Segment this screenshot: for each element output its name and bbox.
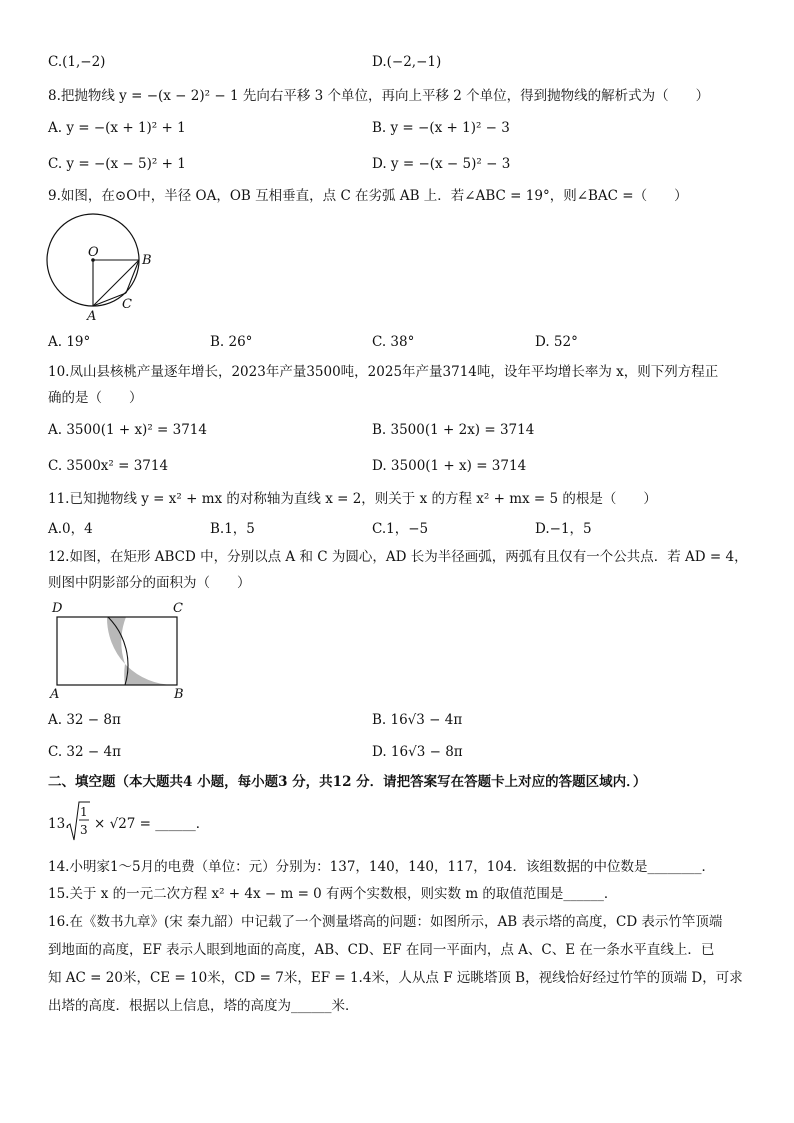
q12-stem-line1: 12.如图，在矩形 ABCD 中，分别以点 A 和 C 为圆心，AD 长为半径画弧，两弧有且仅有一个公共点．若 AD = 4， — [48, 549, 748, 565]
q8-option-b: B. y = −(x + 1)² − 3 — [372, 120, 510, 136]
q10-option-a: A. 3500(1 + x)² = 3714 — [48, 422, 207, 438]
q10-option-d: D. 3500(1 + x) = 3714 — [372, 458, 527, 474]
q10-option-c: C. 3500x² = 3714 — [48, 458, 169, 474]
q7-option-c: C.(1,−2) — [48, 54, 106, 70]
q13-rest: × √27 = ______． — [94, 816, 210, 832]
q7-option-d: D.(−2,−1) — [372, 54, 442, 70]
label-d: D — [52, 601, 63, 616]
q16-line2: 到地面的高度，EF 表示人眼到地面的高度，AB、CD、EF 在同一平面内，点 A、C、E 在一条水平直线上．已 — [48, 942, 715, 958]
denominator-3: 3 — [80, 823, 88, 837]
q12-option-b: B. 16√3 − 4π — [372, 712, 463, 728]
q11-option-b: B.1，5 — [210, 521, 255, 537]
q16-line3: 知 AC = 20米，CE = 10米，CD = 7米，EF = 1.4米，人从点 F 远眺塔顶 B，视线恰好经过竹竿的顶端 D，可求 — [48, 970, 743, 986]
q10-stem-line1: 10.凤山县核桃产量逐年增长，2023年产量3500吨，2025年产量3714吨，设年平均增长率为 x，则下列方程正 — [48, 364, 719, 380]
q8-option-d: D. y = −(x − 5)² − 3 — [372, 156, 511, 172]
q12-option-a: A. 32 − 8π — [48, 712, 121, 728]
q16-line1: 16.在《数书九章》(宋 秦九韶）中记载了一个测量塔高的问题：如图所示，AB 表示塔的高度，CD 表示竹竿顶端 — [48, 914, 723, 930]
q10-stem-line2: 确的是（ ） — [48, 390, 143, 406]
label-a: A — [50, 687, 60, 702]
q9-option-d: D. 52° — [535, 334, 578, 350]
q11-stem: 11.已知抛物线 y = x² + mx 的对称轴为直线 x = 2，则关于 x 的方程 x² + mx = 5 的根是（ ） — [48, 491, 657, 507]
q9-stem: 9.如图，在⊙O中，半径 OA，OB 互相垂直，点 C 在劣弧 AB 上．若∠ABC = 19°，则∠BAC =（ ） — [48, 188, 688, 204]
q9-option-c: C. 38° — [372, 334, 415, 350]
q12-rectangle-figure — [46, 598, 196, 702]
section-2-heading: 二、填空题（本大题共4 小题，每小题3 分，共12 分．请把答案写在答题卡上对应的答题区域内．） — [48, 774, 647, 790]
q12-stem-line2: 则图中阴影部分的面积为（ ） — [48, 575, 251, 591]
q9-circle-figure — [44, 210, 154, 322]
label-a: A — [87, 309, 97, 324]
q8-option-c: C. y = −(x − 5)² + 1 — [48, 156, 186, 172]
q13-number: 13. — [48, 816, 70, 832]
label-b: B — [142, 253, 152, 268]
shaded-lens-bottom — [124, 664, 176, 685]
q16-line4: 出塔的高度．根据以上信息，塔的高度为______米． — [48, 998, 359, 1014]
q11-option-c: C.1，−5 — [372, 521, 429, 537]
segment-bc — [126, 260, 139, 293]
q12-option-d: D. 16√3 − 8π — [372, 744, 463, 760]
q8-option-a: A. y = −(x + 1)² + 1 — [48, 120, 186, 136]
label-c: C — [173, 601, 183, 616]
q15-stem: 15.关于 x 的一元二次方程 x² + 4x − m = 0 有两个实数根，则实数 m 的取值范围是______． — [48, 886, 618, 902]
q9-option-b: B. 26° — [210, 334, 253, 350]
q11-option-a: A.0，4 — [48, 521, 93, 537]
q9-option-a: A. 19° — [48, 334, 91, 350]
label-c: C — [122, 297, 132, 312]
q11-option-d: D.−1，5 — [535, 521, 592, 537]
chord-ab — [93, 260, 139, 306]
q12-option-c: C. 32 − 4π — [48, 744, 121, 760]
label-b: B — [174, 687, 184, 702]
q8-stem: 8.把抛物线 y = −(x − 2)² − 1 先向右平移 3 个单位，再向上平移 2 个单位，得到抛物线的解析式为（ ） — [48, 88, 710, 104]
numerator-1: 1 — [80, 805, 88, 819]
label-o: O — [88, 245, 99, 260]
q10-option-b: B. 3500(1 + 2x) = 3714 — [372, 422, 535, 438]
q14-stem: 14.小明家1～5月的电费（单位：元）分别为：137，140，140，117，104．该组数据的中位数是________． — [48, 859, 715, 875]
